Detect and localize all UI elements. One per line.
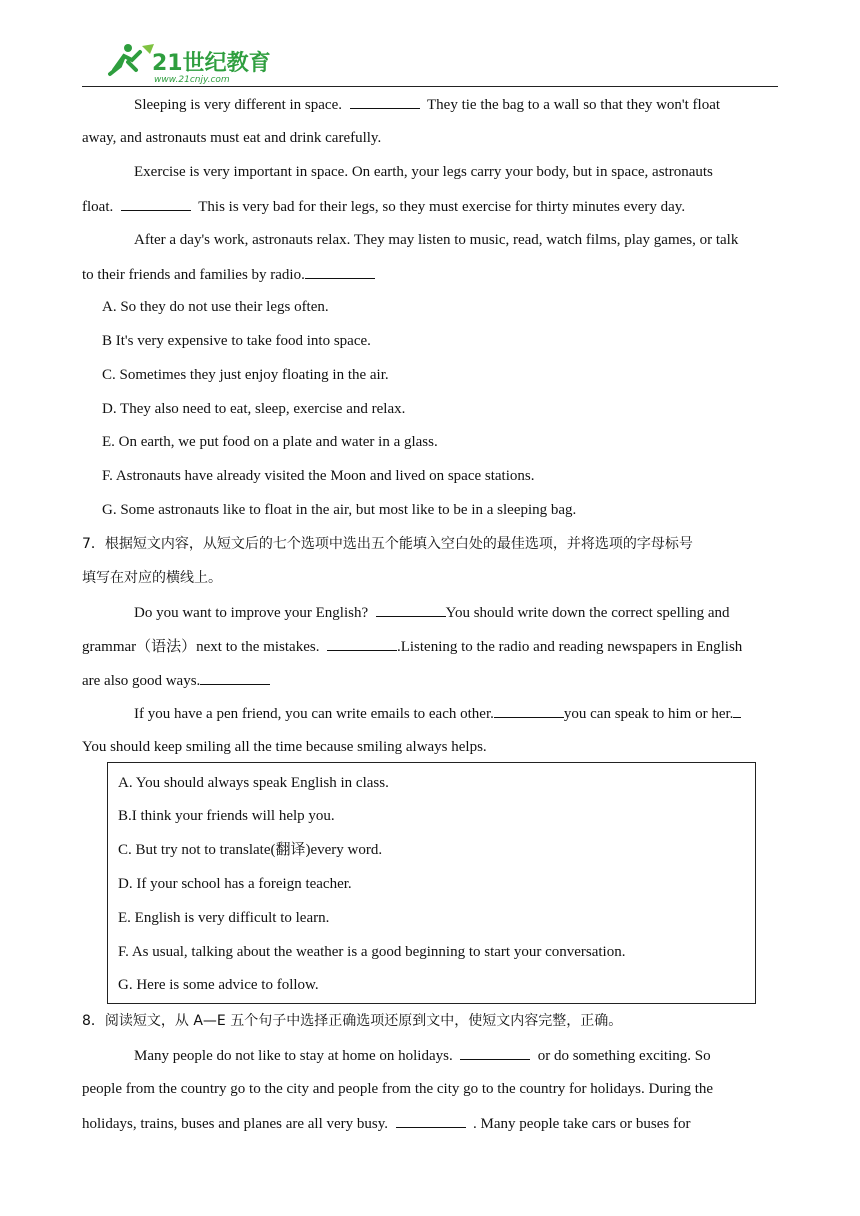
answer-blank[interactable] — [327, 636, 397, 651]
q7-p1-line2: grammar（语法）next to the mistakes. .Listening to the radio and reading newspapers in English — [82, 636, 782, 657]
q7-option-a: A. You should always speak English in class. — [118, 775, 389, 791]
option-b: B It's very expensive to take food into space. — [102, 333, 371, 349]
answer-blank[interactable] — [350, 94, 420, 109]
answer-blank[interactable] — [121, 196, 191, 211]
answer-blank[interactable] — [733, 703, 741, 718]
option-c: C. Sometimes they just enjoy floating in the air. — [102, 367, 389, 383]
q7-instruction-line2: 填写在对应的横线上。 — [82, 570, 222, 586]
option-e: E. On earth, we put food on a plate and water in a glass. — [102, 434, 438, 450]
q7-instruction-line1: 7．根据短文内容，从短文后的七个选项中选出五个能填入空白处的最佳选项，并将选项的字母标号 — [82, 536, 693, 552]
option-d: D. They also need to eat, sleep, exercise and relax. — [102, 401, 406, 417]
option-g: G. Some astronauts like to float in the air, but most like to be in a sleeping bag. — [102, 502, 577, 518]
svg-text:21世纪教育: 21世纪教育 — [152, 51, 271, 76]
passage6-p2-line1: Exercise is very important in space. On earth, your legs carry your body, but in space, astronauts — [134, 164, 713, 180]
q7-option-b: B.I think your friends will help you. — [118, 808, 335, 824]
passage6-p2-line2: float. This is very bad for their legs, so they must exercise for thirty minutes every day. — [82, 196, 782, 217]
q8-p1-line2: people from the country go to the city and people from the city go to the country for holidays. During the — [82, 1081, 714, 1097]
q7-p1-line3: are also good ways. — [82, 670, 782, 691]
q7-option-f: F. As usual, talking about the weather is a good beginning to start your conversation. — [118, 944, 626, 960]
passage6-p3-line2: to their friends and families by radio. — [82, 264, 782, 285]
q8-p1-line3: holidays, trains, buses and planes are all very busy. . Many people take cars or buses for — [82, 1113, 782, 1134]
q7-option-g: G. Here is some advice to follow. — [118, 977, 319, 993]
answer-blank[interactable] — [460, 1045, 530, 1060]
q7-option-c: C. But try not to translate(翻译)every word. — [118, 842, 383, 858]
answer-blank[interactable] — [376, 602, 446, 617]
passage6-p1-line1: Sleeping is very different in space. They tie the bag to a wall so that they won't float — [134, 94, 784, 115]
passage6-p1-line2: away, and astronauts must eat and drink carefully. — [82, 130, 382, 146]
answer-blank[interactable] — [494, 703, 564, 718]
q7-p1-line1: Do you want to improve your English? You should write down the correct spelling and — [134, 602, 784, 623]
q7-option-d: D. If your school has a foreign teacher. — [118, 876, 352, 892]
answer-blank[interactable] — [200, 670, 270, 685]
q8-p1-line1: Many people do not like to stay at home on holidays. or do something exciting. So — [134, 1045, 784, 1066]
q7-options-box — [107, 762, 756, 1004]
svg-text:www.21cnjy.com: www.21cnjy.com — [154, 75, 230, 84]
q7-p2-line1: If you have a pen friend, you can write emails to each other. you can speak to him or her. — [134, 703, 784, 724]
passage6-p3-line1: After a day's work, astronauts relax. They may listen to music, read, watch films, play games, or talk — [134, 232, 739, 248]
page-header — [82, 36, 778, 87]
option-f: F. Astronauts have already visited the Moon and lived on space stations. — [102, 468, 535, 484]
answer-blank[interactable] — [305, 264, 375, 279]
answer-blank[interactable] — [396, 1113, 466, 1128]
logo-graphic — [102, 40, 272, 84]
option-a: A. So they do not use their legs often. — [102, 299, 329, 315]
q7-option-e: E. English is very difficult to learn. — [118, 910, 330, 926]
q7-p2-line2: You should keep smiling all the time because smiling always helps. — [82, 739, 487, 755]
q8-instruction: 8．阅读短文，从 A—E 五个句子中选择正确选项还原到文中，使短文内容完整，正确。 — [82, 1013, 623, 1029]
logo — [102, 40, 272, 84]
